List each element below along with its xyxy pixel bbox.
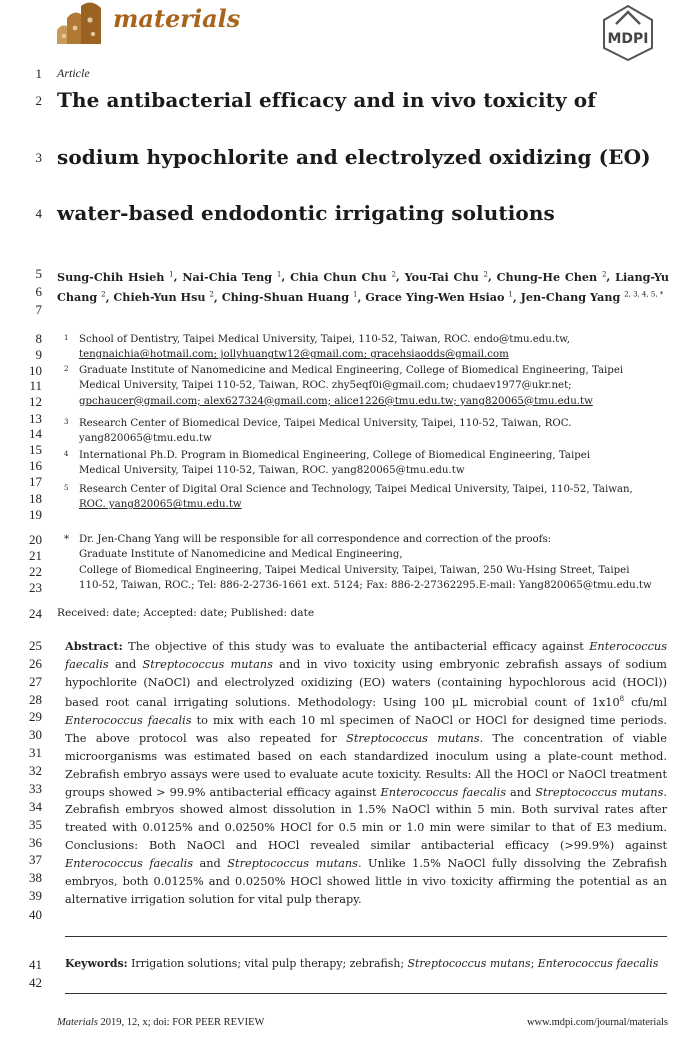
line-number: 29 [29, 709, 42, 724]
keyword: vital pulp therapy [244, 957, 343, 970]
line-number: 16 [29, 458, 42, 473]
affiliation-line: Research Center of Digital Oral Science and Technology, Taipei Medical University, Taipei, 110-52, Taiwan, [79, 484, 633, 495]
divider [65, 936, 667, 937]
affiliation-marker: 4 [64, 450, 69, 458]
line-number: 10 [29, 363, 42, 378]
correspondence-line: 110-52, Taiwan, ROC.; Tel: 886-2-2736-1661 ext. 5124; Fax: 886-2-27362295.E-mail: Yang820065@tmu.edu.tw [79, 579, 652, 591]
line-number: 9 [35, 347, 42, 362]
affiliation-marker: 5 [64, 484, 69, 492]
footer-journal-url[interactable]: www.mdpi.com/journal/materials [526, 1017, 668, 1028]
abstract [65, 638, 667, 908]
keywords-list: Irrigation solutions; vital pulp therapy; zebrafish; Streptococcus mutans; Enterococcus faecalis [131, 957, 659, 970]
affiliation-emails[interactable]: tengnaichia@hotmail.com; jollyhuangtw12@gmail.com; gracehsiaodds@gmail.com [79, 349, 509, 361]
line-number: 3 [35, 150, 42, 165]
line-number: 8 [35, 331, 42, 346]
author-affiliation-marker: 1 [353, 290, 358, 299]
author-affiliation-marker: 1 [276, 270, 282, 278]
correspondence-line: College of Biomedical Engineering, Taipei Medical University, Taipei, Taiwan, 250 Wu-Hsing Street, Taipei [79, 564, 630, 576]
author-affiliation-marker: 1 [169, 270, 174, 278]
line-number: 19 [29, 507, 42, 522]
author-name: Grace Ying-Wen Hsiao $^1$ [365, 290, 513, 305]
affiliation-marker: 3 [64, 418, 69, 426]
author-affiliation-marker: 2, 3, 4, 5, * [624, 290, 664, 299]
author-affiliation-marker: 2 [483, 270, 488, 278]
received-dates: Received: date; Accepted: date; Published: date [57, 607, 315, 619]
line-number: 13 [29, 411, 42, 426]
affiliation-line: School of Dentistry, Taipei Medical University, Taipei, 110-52, Taiwan, ROC. endo@tmu.edu.tw, [79, 334, 570, 345]
line-number: 41 [29, 957, 42, 972]
affiliation-line: Graduate Institute of Nanomedicine and Medical Engineering, College of Biomedical Engineering, Taipei [79, 365, 624, 376]
line-number: 24 [29, 606, 42, 621]
keywords [65, 957, 667, 970]
line-number: 2 [35, 93, 42, 108]
line-number: 35 [29, 817, 42, 832]
keywords-label: Keywords: [65, 957, 128, 970]
affiliation-line: International Ph.D. Program in Biomedical Engineering, College of Biomedical Engineering, Taipei [79, 450, 591, 461]
line-number: 23 [29, 580, 42, 595]
author-list: Sung-Chih Hsieh $^1$, Nai-Chia Teng $^1$, Chia Chun Chu $^2$, You-Tai Chu $^2$, Chung-He Chen $^2$, Liang-Yu Chang $^2$, Chieh-Yun Hsu $^2$, Ching-Shuan Huang $^1$, Grace Ying-Wen Hsiao $^1$, Jen-Chang Yang $^{2, 3, 4, 5, *}$ [57, 269, 669, 305]
journal-logo [55, 0, 295, 46]
line-number: 34 [29, 799, 42, 814]
footer-citation: Materials 2019, 12, x; doi: FOR PEER REVIEW [57, 1017, 265, 1028]
line-number: 18 [29, 491, 42, 506]
line-number: 5 [35, 266, 42, 281]
author-affiliation-marker: 2 [391, 270, 396, 278]
line-number: 38 [29, 870, 42, 885]
author-affiliation-marker: 2 [101, 290, 106, 299]
author-name: Chung-He Chen $^2$ [496, 269, 607, 284]
line-number: 17 [29, 474, 42, 489]
author-name: Chia Chun Chu $^2$ [290, 269, 396, 284]
author-name: Sung-Chih Hsieh $^1$ [57, 269, 174, 284]
affiliation-line: Research Center of Biomedical Device, Taipei Medical University, Taipei, 110-52, Taiwan, ROC. [79, 418, 572, 429]
author-affiliation-marker: 1 [508, 290, 513, 299]
keyword: Streptococcus mutans [407, 957, 531, 970]
line-number: 36 [29, 835, 42, 850]
line-number: 7 [35, 302, 42, 317]
author-name: Ching-Shuan Huang $^1$ [221, 290, 358, 305]
line-number: 15 [29, 442, 42, 457]
line-number: 31 [29, 745, 42, 760]
line-number: 39 [29, 888, 42, 903]
line-number: 1 [35, 66, 42, 81]
line-number: 42 [29, 975, 42, 990]
author-name: You-Tai Chu $^2$ [404, 269, 488, 284]
keyword: Irrigation solutions [131, 957, 238, 970]
affiliation-marker: 1 [64, 334, 69, 342]
title-line-2: sodium hypochlorite and electrolyzed oxidizing (EO) [57, 145, 651, 169]
materials-logo-icon [55, 0, 105, 46]
line-number: 25 [29, 638, 42, 653]
line-number: 6 [35, 284, 42, 299]
line-number: 37 [29, 852, 42, 867]
title-line-3: water-based endodontic irrigating solutions [57, 201, 555, 225]
author-name: Liang-Yu Chang $^2$ [57, 269, 669, 305]
keyword: Enterococcus faecalis [537, 957, 659, 970]
mdpi-logo-text: MDPI [607, 31, 649, 47]
keyword: zebrafish [349, 957, 401, 970]
line-number: 21 [29, 548, 42, 563]
author-affiliation-marker: 2 [601, 270, 607, 278]
affiliation-line: Medical University, Taipei 110-52, Taiwan, ROC. zhy5eqf0i@gmail.com; chudaev1977@ukr.net; [79, 380, 572, 392]
affiliation-email: yang820065@tmu.edu.tw [79, 433, 212, 445]
author-affiliation-marker: 2 [209, 290, 214, 299]
affiliation-line: Medical University, Taipei 110-52, Taiwan, ROC. yang820065@tmu.edu.tw [79, 465, 465, 477]
line-number: 40 [29, 907, 42, 922]
line-number: 22 [29, 564, 42, 579]
line-number: 4 [35, 206, 42, 221]
affiliation-emails[interactable]: gpchaucer@gmail.com; alex627324@gmail.com; alice1226@tmu.edu.tw; yang820065@tmu.edu.tw [79, 395, 593, 407]
author-name: Jen-Chang Yang $^{2, 3, 4, 5, *}$ [520, 290, 664, 305]
abstract-text: The objective of this study was to evaluate the antibacterial efficacy against Enterococcus faecalis and Streptococcus mutans and in vivo toxicity using embryonic zebrafish assays of sodium hypochlorite (NaOCl) and electrolyzed oxidizing (EO) waters (containing hypochlorous acid (HOCl)) based root canal irrigating solutions. Methodology: Using 100 μL microbial count of $1x10^8$ cfu/ml Enterococcus faecalis to mix with each 10 ml specimen of NaOCl or HOCl for designed time periods. The above protocol was also repeated for Streptococcus mutans. The concentration of viable microorganisms was estimated based on each standardized inoculum using a plate-count method. Zebrafish embryo assays were used to evaluate acute toxicity. Results: All the HOCl or NaOCl treatment groups showed > 99.9% antibacterial efficacy against Enterococcus faecalis and Streptococcus mutans. Zebrafish embryos showed almost dissolution in 1.5% NaOCl within 5 min. Both survival rates after treated with 0.0125% and 0.0250% HOCl for 0.5 min or 1.0 min were similar to that of E3 medium. Conclusions: Both NaOCl and HOCl revealed similar antibacterial efficacy (>99.9%) against Enterococcus faecalis and Streptococcus mutans. Unlike 1.5% NaOCl fully dissolving the Zebrafish embryos, both 0.0125% and 0.0250% HOCl showed little in vivo toxicity affirming the potential as an alternative irrigation solution for vital pulp therapy. [65, 640, 667, 906]
author-name: Chieh-Yun Hsu $^2$ [113, 290, 214, 305]
article-type: Article [57, 66, 90, 80]
correspondence-line: Dr. Jen-Chang Yang will be responsible for all correspondence and correction of the proofs: [79, 534, 552, 545]
mdpi-logo-icon [602, 4, 654, 62]
line-number: 11 [29, 378, 42, 393]
line-number: 32 [29, 763, 42, 778]
divider [65, 993, 667, 994]
line-number: 14 [29, 426, 42, 441]
correspondence-marker: * [64, 534, 70, 545]
correspondence-line: Graduate Institute of Nanomedicine and Medical Engineering, [79, 549, 403, 561]
line-number: 26 [29, 656, 42, 671]
line-number: 20 [29, 532, 42, 547]
line-number: 33 [29, 781, 42, 796]
line-number: 12 [29, 394, 42, 409]
affiliation-marker: 2 [64, 365, 69, 373]
author-name: Nai-Chia Teng $^1$ [182, 269, 282, 284]
line-number: 28 [29, 692, 42, 707]
abstract-label: Abstract: [65, 639, 123, 653]
journal-name: materials [113, 4, 241, 33]
line-number: 30 [29, 727, 42, 742]
title-line-1: The antibacterial efficacy and in vivo toxicity of [57, 88, 596, 112]
affiliation-email[interactable]: ROC. yang820065@tmu.edu.tw [79, 499, 242, 511]
line-number: 27 [29, 674, 42, 689]
